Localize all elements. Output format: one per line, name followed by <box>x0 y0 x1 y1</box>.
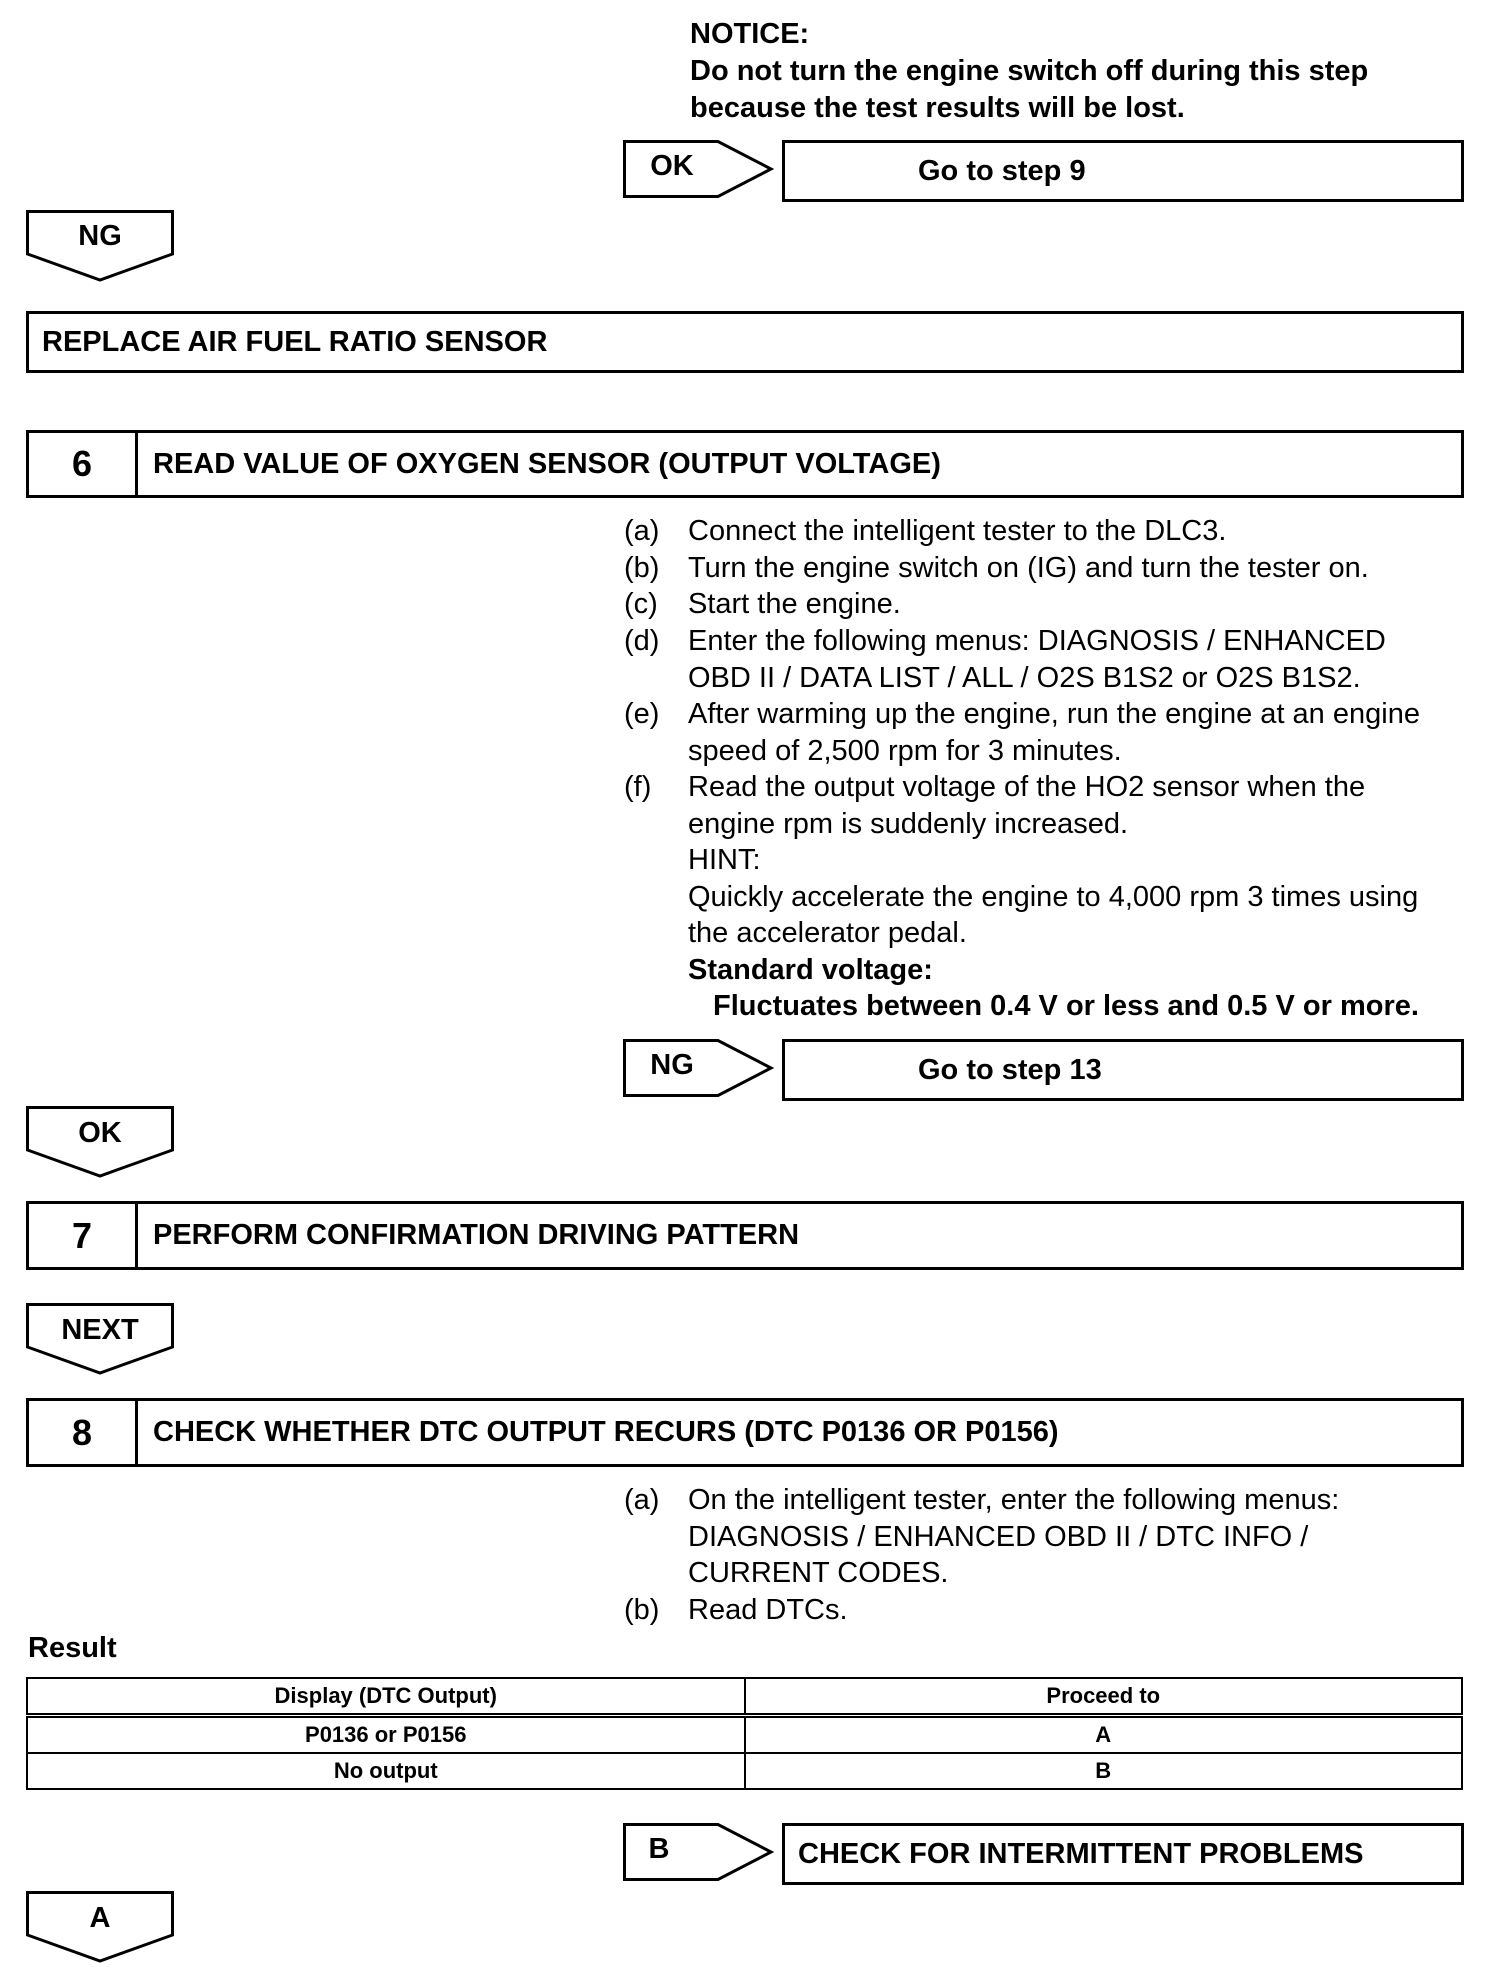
hint-label: HINT: <box>688 844 761 876</box>
next-down-label: NEXT <box>61 1314 139 1346</box>
b-branch-label: B <box>648 1833 670 1865</box>
replace-sensor-text: REPLACE AIR FUEL RATIO SENSOR <box>42 326 548 358</box>
item-text: speed of 2,500 rpm for 3 minutes. <box>688 735 1122 767</box>
result-cell-proceed: B <box>745 1753 1463 1789</box>
intermittent-problems-box[interactable] <box>782 1823 1464 1885</box>
result-header-row <box>27 1678 1462 1716</box>
step-7-header <box>26 1201 1464 1270</box>
item-label: (d) <box>624 625 660 657</box>
hint-text: Quickly accelerate the engine to 4,000 rpm 3 times using <box>688 881 1419 913</box>
goto-step-9-text: Go to step 9 <box>918 154 1086 187</box>
notice-line-2: because the test results will be lost. <box>690 92 1185 124</box>
goto-step-9-box[interactable] <box>782 140 1464 202</box>
result-cell-proceed: A <box>745 1716 1463 1754</box>
item-text: Read DTCs. <box>688 1594 848 1626</box>
item-text: CURRENT CODES. <box>688 1557 949 1589</box>
item-text: OBD II / DATA LIST / ALL / O2S B1S2 or O2S B1S2. <box>688 662 1361 694</box>
step-6-title: READ VALUE OF OXYGEN SENSOR (OUTPUT VOLTAGE) <box>153 447 941 480</box>
item-text: Connect the intelligent tester to the DLC3. <box>688 515 1227 547</box>
goto-step-13-box[interactable] <box>782 1039 1464 1101</box>
item-text: On the intelligent tester, enter the following menus: <box>688 1484 1340 1516</box>
item-text: After warming up the engine, run the engine at an engine <box>688 698 1420 730</box>
hint-text: the accelerator pedal. <box>688 917 967 949</box>
item-label: (a) <box>624 515 660 547</box>
item-text: DIAGNOSIS / ENHANCED OBD II / DTC INFO / <box>688 1521 1309 1553</box>
step-6-header <box>26 430 1464 498</box>
replace-sensor-box <box>26 311 1464 373</box>
result-cell-display: P0136 or P0156 <box>27 1716 745 1754</box>
notice-label: NOTICE: <box>690 18 810 50</box>
item-text: Start the engine. <box>688 588 901 620</box>
step-7-number: 7 <box>29 1204 138 1267</box>
ok-down-label: OK <box>78 1117 122 1149</box>
intermittent-problems-text: CHECK FOR INTERMITTENT PROBLEMS <box>798 1837 1364 1870</box>
item-label: (a) <box>624 1484 660 1516</box>
item-text: Turn the engine switch on (IG) and turn the tester on. <box>688 552 1369 584</box>
standard-label: Standard voltage: <box>688 954 933 986</box>
result-header-display: Display (DTC Output) <box>27 1678 745 1716</box>
item-label: (b) <box>624 1594 660 1626</box>
result-table <box>26 1677 1463 1790</box>
step-6-number: 6 <box>29 433 138 495</box>
step-7-title: PERFORM CONFIRMATION DRIVING PATTERN <box>153 1219 800 1251</box>
item-text: Enter the following menus: DIAGNOSIS / ENHANCED <box>688 625 1386 657</box>
item-label: (c) <box>624 588 658 620</box>
step-6-standard-value: Fluctuates between 0.4 V or less and 0.5 V or more. <box>713 990 1419 1022</box>
table-row <box>27 1753 1462 1789</box>
item-label: (b) <box>624 552 660 584</box>
result-cell-display: No output <box>27 1753 745 1789</box>
ng-branch-label: NG <box>650 1049 694 1081</box>
a-down-label: A <box>89 1902 111 1934</box>
step-8-number: 8 <box>29 1401 138 1464</box>
item-label: (e) <box>624 698 660 730</box>
ng-down-label: NG <box>78 220 122 252</box>
ok-branch-label: OK <box>650 150 694 182</box>
step-8-title: CHECK WHETHER DTC OUTPUT RECURS (DTC P0136 OR P0156) <box>153 1416 1059 1448</box>
item-label: (f) <box>624 771 652 803</box>
table-row <box>27 1716 1462 1754</box>
step-8-header <box>26 1398 1464 1467</box>
goto-step-13-text: Go to step 13 <box>918 1053 1102 1086</box>
item-text: engine rpm is suddenly increased. <box>688 808 1129 840</box>
item-text: Read the output voltage of the HO2 sensor when the <box>688 771 1366 803</box>
notice-line-1: Do not turn the engine switch off during this step <box>690 55 1369 87</box>
result-header-proceed: Proceed to <box>745 1678 1463 1716</box>
result-label: Result <box>28 1632 117 1664</box>
